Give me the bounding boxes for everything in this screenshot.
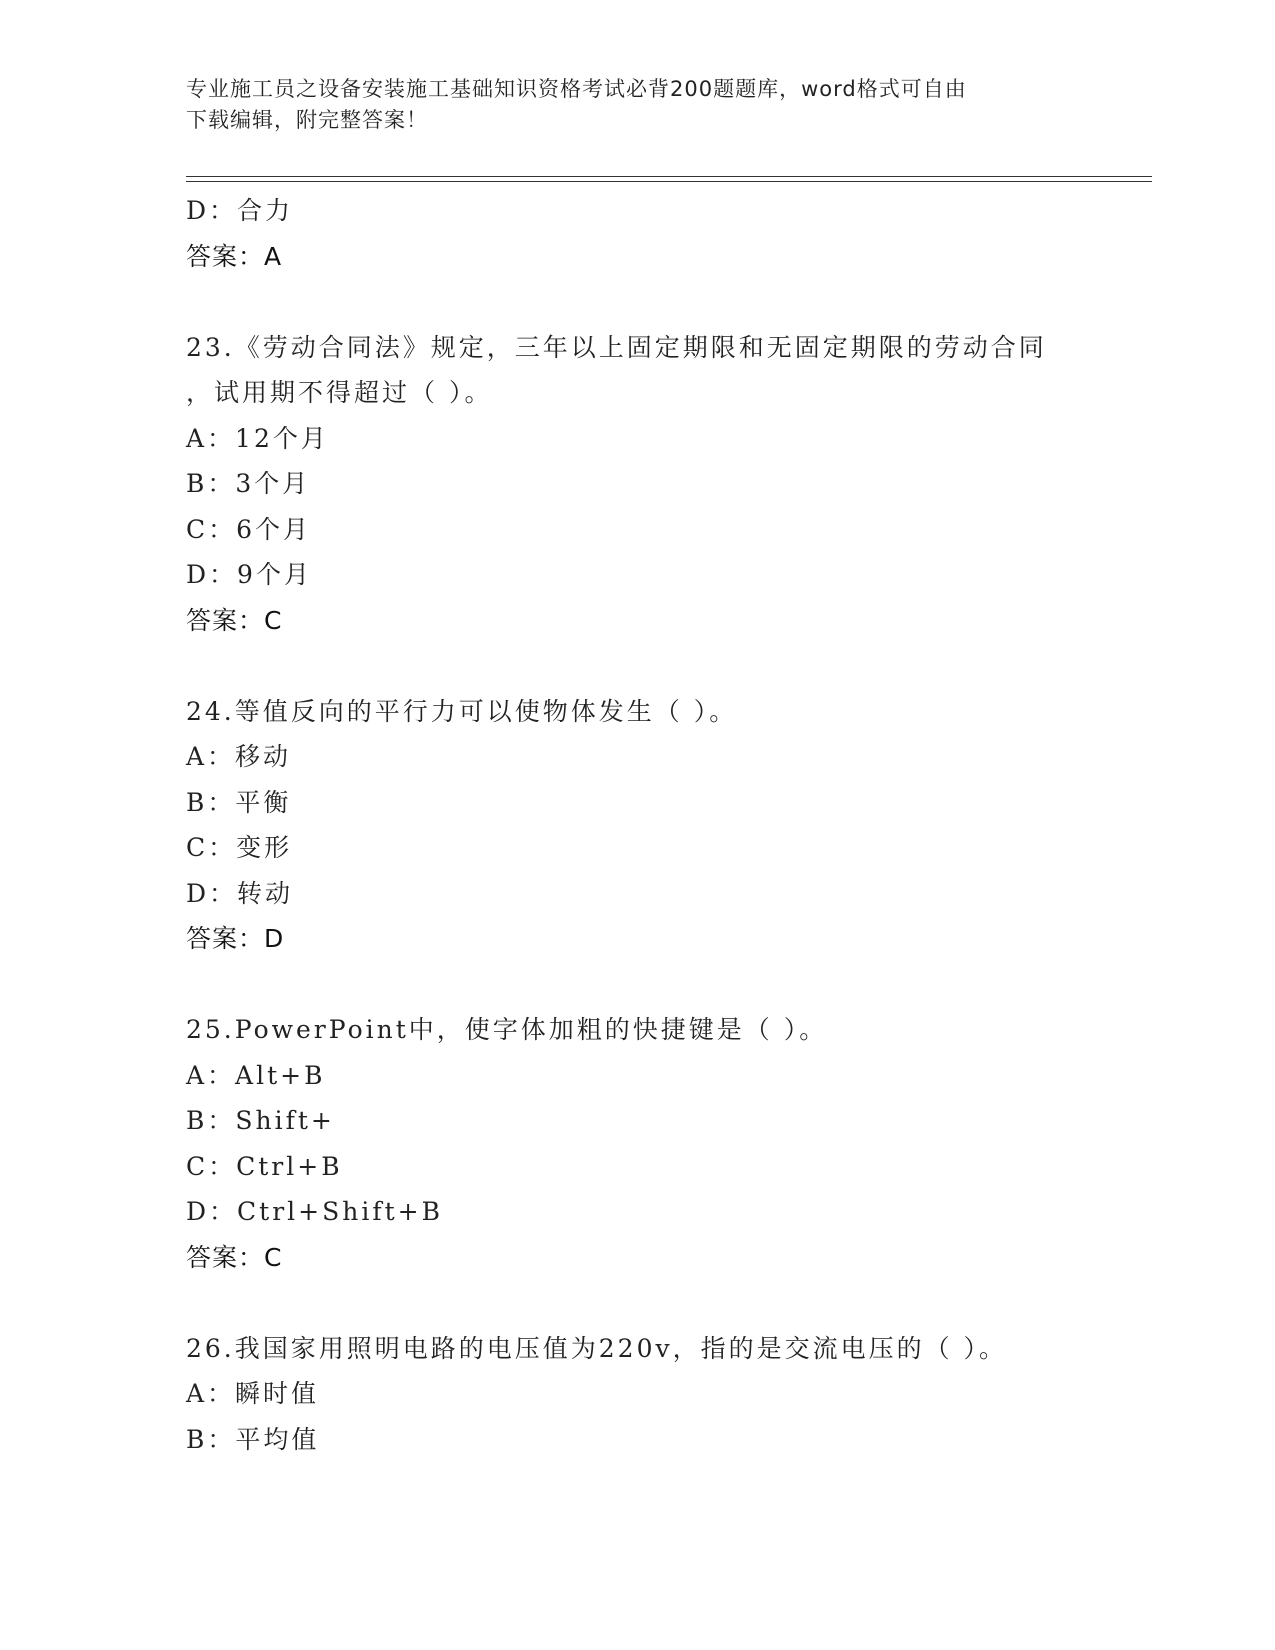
option-d: D：Ctrl+Shift+B: [186, 1197, 443, 1226]
previous-question-continuation: [186, 188, 1146, 279]
question-25: [186, 1007, 1146, 1280]
answer-line: 答案：D: [186, 924, 285, 953]
header-divider-bottom: [186, 181, 1152, 182]
option-a: A：瞬时值: [186, 1379, 320, 1408]
answer-line: 答案：C: [186, 1242, 283, 1272]
option-d: D：转动: [186, 878, 294, 908]
question-stem-line-1: 25.PowerPoint中，使字体加粗的快捷键是（ ）。: [186, 1015, 828, 1044]
option-b: B：平均值: [186, 1424, 320, 1454]
option-d: D：合力: [186, 196, 294, 225]
option-c: C：Ctrl+B: [186, 1151, 343, 1181]
option-b: B：平衡: [186, 787, 292, 817]
answer-line: 答案：A: [186, 241, 283, 271]
question-24: [186, 689, 1146, 962]
option-b: B：3个月: [186, 469, 311, 498]
question-stem-line-1: 23.《劳动合同法》规定，三年以上固定期限和无固定期限的劳动合同: [186, 332, 1047, 362]
option-a: A：12个月: [186, 423, 329, 453]
option-d: D：9个月: [186, 560, 312, 589]
question-list: [186, 188, 1146, 1462]
answer-line: 答案：C: [186, 605, 283, 635]
option-a: A：移动: [186, 742, 292, 771]
question-stem-line-1: 24.等值反向的平行力可以使物体发生（ ）。: [186, 696, 738, 726]
option-b: B：Shift+: [186, 1106, 335, 1135]
header-line-1: 专业施工员之设备安装施工基础知识资格考试必背200题题库，word格式可自由: [186, 77, 967, 101]
option-a: A：Alt+B: [186, 1060, 326, 1090]
option-c: C：6个月: [186, 514, 312, 544]
option-c: C：变形: [186, 833, 293, 862]
header-divider-top: [186, 176, 1152, 177]
document-header: [186, 74, 1066, 136]
question-23: [186, 325, 1146, 644]
header-line-2: 下载编辑，附完整答案！: [186, 108, 428, 132]
question-stem-line-1: 26.我国家用照明电路的电压值为220v，指的是交流电压的（ ）。: [186, 1333, 1008, 1363]
question-stem-line-2: ，试用期不得超过（ ）。: [186, 378, 493, 407]
question-26: [186, 1326, 1146, 1463]
